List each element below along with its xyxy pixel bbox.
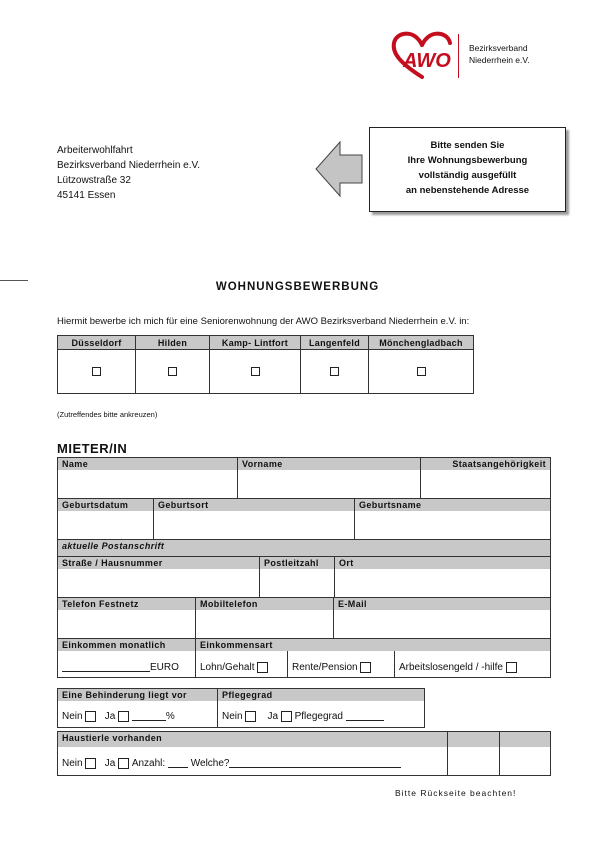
- option-lohn[interactable]: [196, 651, 288, 677]
- pflegegrad-value-label: Pflegegrad: [294, 710, 343, 722]
- label-postanschrift: aktuelle Postanschrift: [58, 540, 550, 556]
- city-cell-hilden: [136, 350, 210, 394]
- city-selection-table: [57, 335, 474, 394]
- einkommen-line[interactable]: [62, 662, 150, 672]
- checkbox-pflegegrad-ja[interactable]: [281, 711, 292, 722]
- pets-form: [57, 731, 551, 776]
- awo-logo: [390, 31, 550, 81]
- logo-text: AWO: [403, 50, 451, 72]
- city-header-hilden: Hilden: [136, 336, 210, 350]
- org-name-line1: Bezirksverband: [469, 43, 528, 53]
- euro-label: EURO: [150, 661, 179, 673]
- address-line3: Lützowstraße 32: [57, 175, 131, 186]
- pets-extra-cell-1: [448, 732, 500, 775]
- label-geburtsdatum: Geburtsdatum: [58, 499, 153, 511]
- checkbox-behinderung-ja[interactable]: [118, 711, 129, 722]
- alg-label: Arbeitslosengeld / -hilfe: [399, 661, 503, 673]
- rente-label: Rente/Pension: [292, 661, 358, 673]
- notice-line1: Bitte senden Sie: [430, 140, 505, 151]
- checkbox-alg[interactable]: [506, 662, 517, 673]
- field-geburtsdatum[interactable]: [58, 499, 154, 539]
- option-rente[interactable]: [288, 651, 395, 677]
- address-line4: 45141 Essen: [57, 190, 116, 201]
- hint-text: (Zutreffendes bitte ankreuzen): [57, 410, 158, 419]
- label-geburtsort: Geburtsort: [154, 499, 354, 511]
- left-arrow-icon: [314, 138, 364, 200]
- disability-form: [57, 688, 425, 728]
- behinderung-ja-label: Ja: [104, 710, 116, 722]
- field-haustiere: [58, 732, 448, 775]
- field-strasse[interactable]: [58, 557, 260, 597]
- behinderung-percent-line[interactable]: [132, 711, 166, 721]
- checkbox-hilden[interactable]: [168, 367, 177, 376]
- label-strasse: Straße / Hausnummer: [58, 557, 259, 569]
- tenant-form: [57, 457, 551, 678]
- instruction-box: [369, 127, 566, 212]
- behinderung-nein-label: Nein: [62, 710, 83, 722]
- einkommen-value: [58, 651, 195, 677]
- field-email[interactable]: [334, 598, 550, 638]
- welche-line[interactable]: [229, 758, 401, 768]
- label-haustiere: Haustierle vorhanden: [58, 732, 447, 747]
- option-alg[interactable]: [395, 651, 550, 677]
- recipient-address: [57, 143, 200, 203]
- checkbox-haustiere-nein[interactable]: [85, 758, 96, 769]
- label-behinderung: Eine Behinderung liegt vor: [58, 689, 217, 701]
- label-telefon: Telefon Festnetz: [58, 598, 195, 610]
- row-disability: [58, 689, 424, 727]
- postanschrift-section: [58, 540, 550, 556]
- city-cell-kamp-lintfort: [210, 350, 301, 394]
- notice-line2: Ihre Wohnungsbewerbung: [407, 155, 528, 166]
- field-einkommensart: [196, 639, 550, 677]
- awo-heart-logo: [390, 31, 454, 81]
- label-vorname: Vorname: [238, 458, 420, 470]
- page-title: WOHNUNGSBEWERBUNG: [215, 281, 380, 293]
- checkbox-langenfeld[interactable]: [330, 367, 339, 376]
- row-income: [58, 639, 550, 677]
- pflegegrad-ja-label: Ja: [267, 710, 279, 722]
- pflegegrad-line[interactable]: [346, 711, 384, 721]
- row-name: [58, 458, 550, 499]
- pflegegrad-options: [218, 701, 424, 727]
- checkbox-haustiere-ja[interactable]: [118, 758, 129, 769]
- checkbox-lohn[interactable]: [257, 662, 268, 673]
- pets-extra-cell-2: [500, 732, 550, 775]
- checkbox-pflegegrad-nein[interactable]: [245, 711, 256, 722]
- field-geburtsort[interactable]: [154, 499, 355, 539]
- label-einkommensart: Einkommensart: [196, 639, 550, 651]
- city-header-moenchengladbach: Mönchengladbach: [369, 336, 474, 350]
- address-line2: Bezirksverband Niederrhein e.V.: [57, 160, 201, 171]
- pets-extra-header-2: [500, 732, 550, 747]
- percent-label: %: [165, 710, 175, 722]
- haustiere-ja-label: Ja: [104, 757, 116, 769]
- checkbox-kamp-lintfort[interactable]: [251, 367, 260, 376]
- org-name: [469, 42, 530, 66]
- org-name-line2: Niederrhein e.V.: [469, 55, 530, 65]
- city-header-kamp-lintfort: Kamp- Lintfort: [210, 336, 301, 350]
- label-name: Name: [58, 458, 237, 470]
- label-einkommen: Einkommen monatlich: [58, 639, 195, 651]
- city-cell-duesseldorf: [58, 350, 136, 394]
- label-mobil: Mobiltelefon: [196, 598, 333, 610]
- label-email: E-Mail: [334, 598, 550, 610]
- field-plz[interactable]: [260, 557, 335, 597]
- field-einkommen[interactable]: [58, 639, 196, 677]
- behinderung-options: [58, 701, 217, 727]
- anzahl-line[interactable]: [168, 758, 188, 768]
- notice-line3: vollständig ausgefüllt: [418, 170, 517, 181]
- notice-line4: an nebenstehende Adresse: [405, 185, 530, 196]
- label-staatsangehoerigkeit: Staatsangehörigkeit: [421, 458, 550, 470]
- checkbox-moenchengladbach[interactable]: [417, 367, 426, 376]
- anzahl-label: Anzahl:: [131, 757, 166, 769]
- haustiere-options: [58, 747, 447, 775]
- pflegegrad-nein-label: Nein: [222, 710, 243, 722]
- row-pets: [58, 732, 550, 775]
- welche-label: Welche?: [190, 757, 230, 769]
- checkbox-duesseldorf[interactable]: [92, 367, 101, 376]
- pets-extra-header-1: [448, 732, 499, 747]
- einkommensart-options: [196, 651, 550, 677]
- city-header-langenfeld: Langenfeld: [301, 336, 369, 350]
- city-cell-moenchengladbach: [369, 350, 474, 394]
- field-telefon[interactable]: [58, 598, 196, 638]
- lohn-label: Lohn/Gehalt: [200, 661, 255, 673]
- field-ort[interactable]: [335, 557, 550, 597]
- row-contact: [58, 598, 550, 639]
- address-line1: Arbeiterwohlfahrt: [57, 145, 133, 156]
- field-geburtsname[interactable]: [355, 499, 550, 539]
- city-header-duesseldorf: Düsseldorf: [58, 336, 136, 350]
- label-geburtsname: Geburtsname: [355, 499, 550, 511]
- field-pflegegrad: [218, 689, 424, 727]
- field-mobil[interactable]: [196, 598, 334, 638]
- label-pflegegrad: Pflegegrad: [218, 689, 424, 701]
- field-name[interactable]: [58, 458, 238, 498]
- field-vorname[interactable]: [238, 458, 421, 498]
- row-birth: [58, 499, 550, 540]
- label-plz: Postleitzahl: [260, 557, 334, 569]
- label-ort: Ort: [335, 557, 550, 569]
- section-title: MIETER/IN: [57, 441, 128, 456]
- row-address: [58, 557, 550, 598]
- checkbox-rente[interactable]: [360, 662, 371, 673]
- row-postanschrift: [58, 540, 550, 557]
- field-behinderung: [58, 689, 218, 727]
- field-staatsangehoerigkeit[interactable]: [421, 458, 550, 498]
- logo-separator: [458, 34, 459, 78]
- haustiere-nein-label: Nein: [62, 757, 83, 769]
- checkbox-behinderung-nein[interactable]: [85, 711, 96, 722]
- intro-text: Hiermit bewerbe ich mich für eine Seniorenwohnung der AWO Bezirksverband Niederrhein e.V. in:: [57, 316, 470, 327]
- footnote: Bitte Rückseite beachten!: [395, 788, 517, 798]
- city-cell-langenfeld: [301, 350, 369, 394]
